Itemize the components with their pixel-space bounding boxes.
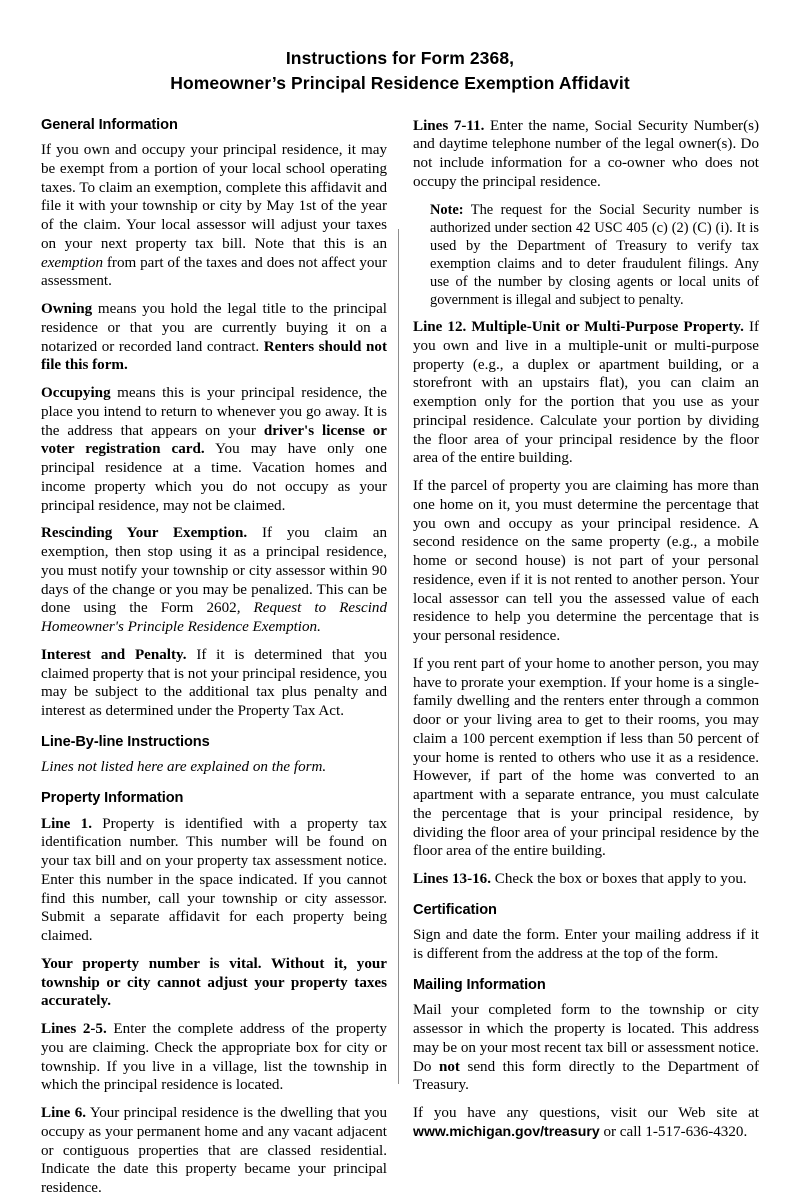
title-line-1: Instructions for Form 2368, bbox=[285, 48, 515, 68]
paragraph-certification: Sign and date the form. Enter your mailing address if it is different from the address at the top of the form. bbox=[413, 927, 759, 963]
paragraph-general-intro bbox=[41, 141, 387, 291]
mailing-text-b: send this form directly to the Department of Treasury. bbox=[413, 1058, 759, 1094]
mailing-text-a: Mail your completed form to the township or city assessor in which the property is located. This address may be on your most recent tax bill or assessment notice. Do bbox=[413, 1002, 759, 1075]
heading-property-information: Property Information bbox=[41, 790, 184, 807]
heading-certification: Certification bbox=[413, 901, 497, 918]
paragraph-line-6 bbox=[41, 1104, 387, 1198]
paragraph-lines-not-listed: Lines not listed here are explained on the form. bbox=[41, 759, 327, 776]
line-6-lead-bold: Line 6. bbox=[41, 1105, 87, 1122]
left-column bbox=[41, 117, 387, 1198]
lines-7-11-text: Enter the name, Social Security Number(s) and daytime telephone number of the legal owner(s). Do not include information for a co-owner who does not occupy the principal residence. bbox=[413, 117, 760, 190]
note-text: The request for the Social Security number is authorized under section 42 USC 405 (c) (2) (C) (i). It is used by the Department of Treasury to verify tax exemption claims and to deter fraudulent filings. Any use of the number by closing agents or local units of government is illegal and subject to penalty. bbox=[430, 201, 759, 309]
note-lead-bold: Note: bbox=[430, 201, 464, 218]
interest-text: If it is determined that you claimed property that is not your principal residence, you may be subject to the additional tax plus penalty and interest as determined under the Property Tax Act. bbox=[41, 646, 387, 720]
paragraph-parcel-multiple-homes: If the parcel of property you are claiming has more than one home on it, you must determine the percentage that you own and occupy as your principal residence. A second residence on the same property (e.g., a mobile home or second house) is not part of your personal residence, even if it is not rented to another person. Your local assessor can tell you the assessed value of each residence to help you determine the percentage that is your personal residence. bbox=[413, 478, 759, 645]
column-divider bbox=[398, 229, 399, 1084]
paragraph-line-12 bbox=[413, 318, 759, 468]
owning-renters-bold: Renters should not file this form. bbox=[41, 338, 387, 374]
lines-7-11-lead-bold: Lines 7-11. bbox=[413, 117, 485, 134]
occupying-text-b: You may have only one principal residence at a time. Vacation homes and income property which you do not occupy as your principal residence, may not be claimed. bbox=[41, 441, 387, 514]
questions-text-a: If you have any questions, visit our Web site at bbox=[413, 1105, 759, 1122]
paragraph-owning bbox=[41, 300, 387, 375]
interest-lead-bold: Interest and Penalty. bbox=[41, 646, 187, 663]
line-1-text: Property is identified with a property tax identification number. This number will be found on your tax bill and on your property tax assessment notice. Enter this number in the space indicated. If you cannot find this number, call your township or city assessor. Submit a separate affidavit for each property being claimed. bbox=[41, 815, 387, 945]
paragraph-lines-13-16 bbox=[413, 870, 759, 889]
general-intro-emphasis: exemption bbox=[41, 254, 104, 271]
two-column-body bbox=[0, 117, 800, 1198]
title-line-2: Homeowner’s Principal Residence Exemption Affidavit bbox=[170, 72, 630, 93]
heading-line-by-line-instructions: Line-By-line Instructions bbox=[41, 733, 210, 750]
occupying-text-a: means this is your principal residence, the place you intend to return to whenever you go away. It is the address that appears on your bbox=[41, 385, 387, 439]
occupying-license-bold: driver's license or voter registration card. bbox=[41, 422, 387, 458]
paragraph-ssn-note bbox=[413, 201, 759, 309]
lines-2-5-lead-bold: Lines 2-5. bbox=[41, 1021, 107, 1038]
paragraph-rescinding bbox=[41, 524, 387, 637]
paragraph-questions bbox=[413, 1104, 759, 1142]
document-title bbox=[0, 0, 800, 96]
paragraph-occupying bbox=[41, 384, 387, 515]
lines-13-16-lead-bold: Lines 13-16. bbox=[413, 871, 491, 888]
questions-text-b: or call 1-517-636-4320. bbox=[599, 1123, 748, 1140]
lines-2-5-text: Enter the complete address of the property you are claiming. Check the appropriate box for city or township. If you live in a village, list the township in which the principal residence is located. bbox=[41, 1021, 387, 1094]
paragraph-lines-7-11 bbox=[413, 117, 759, 192]
line-1-lead-bold: Line 1. bbox=[41, 815, 92, 832]
general-intro-text-a: If you own and occupy your principal residence, it may be exempt from a portion of your local school operating taxes. To claim an exemption, complete this affidavit and file it with your township or city by May 1st of the year of the claim. Your local assessor will adjust your taxes on your next property tax bill. Note that this is an bbox=[41, 142, 387, 252]
paragraph-mailing bbox=[413, 1001, 759, 1095]
paragraph-interest-penalty bbox=[41, 646, 387, 721]
line-12-lead-bold: Line 12. Multiple-Unit or Multi-Purpose Property. bbox=[413, 319, 744, 336]
paragraph-property-number-vital bbox=[41, 955, 387, 1011]
treasury-website-link[interactable]: www.michigan.gov/treasury bbox=[413, 1122, 600, 1139]
heading-mailing-information: Mailing Information bbox=[413, 976, 546, 993]
paragraph-line-1 bbox=[41, 815, 387, 946]
general-intro-text-b: from part of the taxes and does not affect your assessment. bbox=[41, 254, 387, 290]
occupying-lead-bold: Occupying bbox=[41, 385, 111, 402]
paragraph-lines-2-5 bbox=[41, 1020, 387, 1095]
rescinding-text: If you claim an exemption, then stop using it as a principal residence, you must notify your township or city assessor within 90 days of the change or you may be penalized. This can be done using the Form 2602 bbox=[41, 525, 387, 617]
owning-text: means you hold the legal title to the principal residence or that you are currently buying it on a notarized or recorded land contract. bbox=[41, 301, 387, 355]
lines-13-16-text: Check the box or boxes that apply to you. bbox=[491, 871, 747, 888]
mailing-not-bold: not bbox=[438, 1058, 460, 1075]
line-12-text: If you own and live in a multiple-unit or multi-purpose property (e.g., a duplex or apartment building, or a storefront with an upstairs flat), you can claim an exemption only for the portion that you use as your principal residence. Calculate your portion by dividing the floor area of your principal residence by the floor area of the entire building. bbox=[413, 319, 760, 467]
heading-general-information: General Information bbox=[41, 116, 178, 133]
owning-lead-bold: Owning bbox=[41, 301, 93, 318]
right-column bbox=[413, 117, 759, 1142]
rescinding-form-title: , Request to Rescind Homeowner's Principle Residence Exemption. bbox=[41, 600, 387, 636]
paragraph-renting-proration: If you rent part of your home to another person, you may have to prorate your exemption. If your home is a single-family dwelling and the renters enter through a common door or your living area to get to their rooms, you may claim a 100 percent exemption if less than 50 percent of your home is rented to others who use it as a residence. However, if part of the home was converted to an apartment with a separate entrance, you must calculate the percentage that is your principal residence, by dividing the floor area of your principal residence by the floor area of the entire building. bbox=[413, 655, 759, 860]
property-number-vital-bold: Your property number is vital. Without it, your township or city cannot adjust your property taxes accurately. bbox=[41, 955, 387, 1010]
rescinding-lead-bold: Rescinding Your Exemption. bbox=[41, 525, 248, 542]
line-6-text: Your principal residence is the dwelling that you occupy as your permanent home and any vacant adjacent or contiguous properties that are classed residential. Indicate the date this property became your principal residence. bbox=[41, 1105, 387, 1197]
